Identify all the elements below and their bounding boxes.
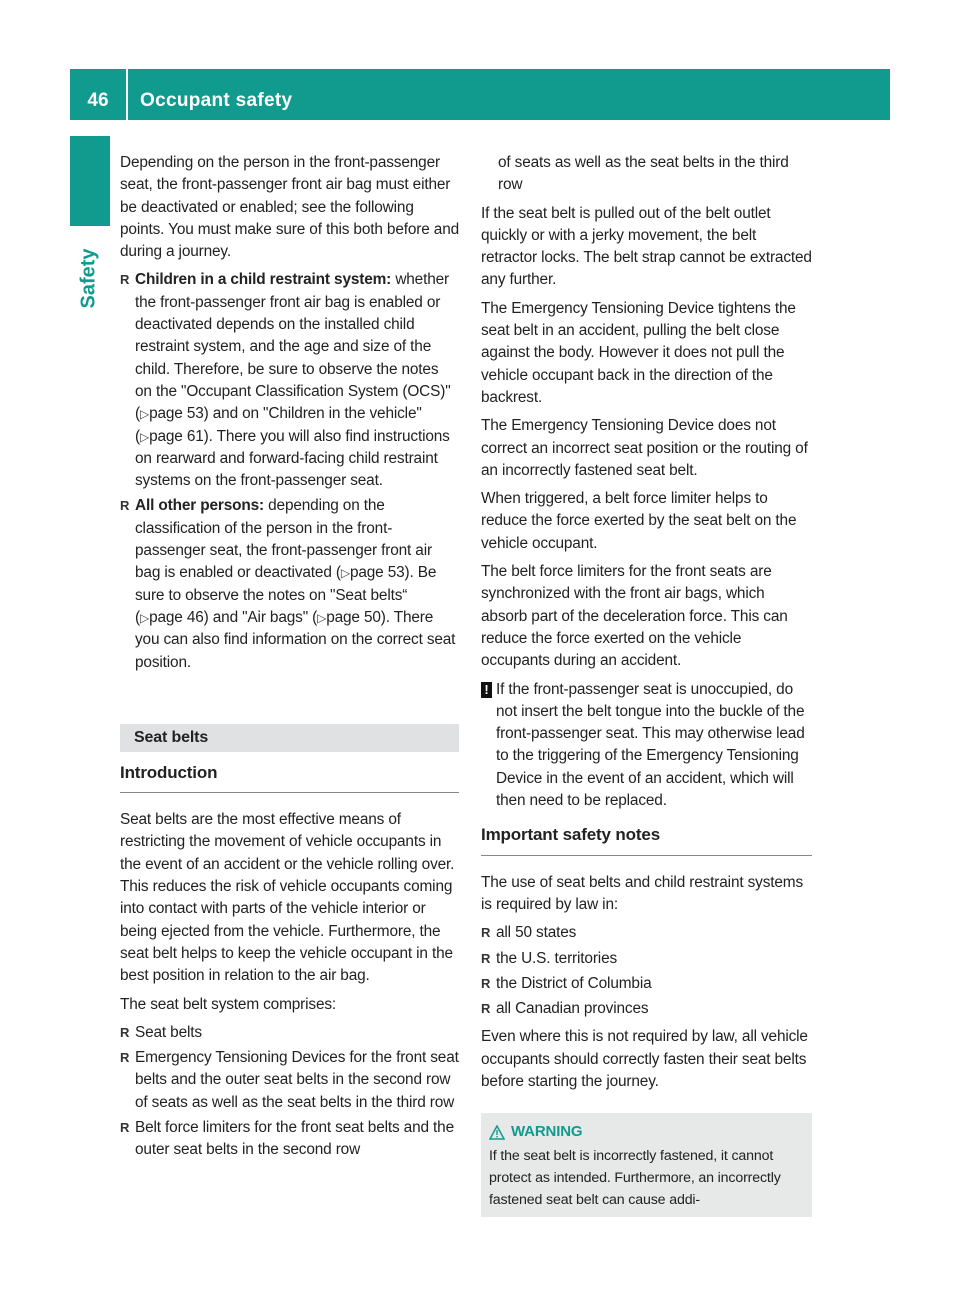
law-list [481,922,812,1020]
list-item [120,495,459,673]
list-item: R the District of Columbia [481,973,812,995]
warning-header [489,1121,804,1143]
warning-text: If the seat belt is incorrectly fastened, it cannot protect as intended. Furthermore, an incorrectly fastened seat belt can cause addi- [489,1148,781,1209]
list-item: R Emergency Tensioning Devices for the front seat belts and the outer seat belts in the second row of seats as well as the seat belts in the third row [120,1047,459,1114]
passenger-list [120,269,459,673]
reference-arrow-icon: ▷ [317,610,327,625]
warning-title: WARNING [511,1123,583,1141]
system-intro: The seat belt system comprises: [120,995,337,1013]
warning-triangle-icon [489,1125,505,1140]
reference-arrow-icon: ▷ [139,610,150,625]
subheading-introduction: Introduction [120,762,459,793]
list-item: R the U.S. territories [481,948,812,970]
side-tab-label: Safety [77,247,100,309]
bullet-heading: All other persons: [135,497,264,515]
page-reference[interactable]: page 53). Be sure to observe the notes on "Seat belts“ ( [135,564,437,626]
list-item [120,269,459,492]
bullet-heading: Children in a child restraint system: [135,271,392,289]
bullet-text: depending on the classification of the person in the front-passenger seat, the front-passenger front air bag is enabled or deactivated ( [135,497,432,582]
paragraph: The belt force limiters for the front seats are synchronized with the front air bags, which absorb part of the deceleration force. This can reduce the force exerted on the vehicle occupants during an accident. [481,563,788,670]
list-item: R Belt force limiters for the front seat belts and the outer seat belts in the second row [120,1117,459,1162]
page-reference[interactable]: page 50). There you can also find information on the correct seat position. [135,608,456,671]
exclamation-icon: ! [481,682,492,698]
paragraph: The Emergency Tensioning Device does not correct an incorrect seat position or the routing of an incorrectly fastened seat belt. [481,417,808,479]
side-tab-block [70,136,110,226]
subheading-safety-notes: Important safety notes [481,824,812,855]
paragraph: If the seat belt is pulled out of the belt outlet quickly or with a jerky movement, the belt retractor locks. The belt strap cannot be extracted any further. [481,204,812,289]
list-item: R all Canadian provinces [481,998,812,1020]
note-text: If the front-passenger seat is unoccupied, do not insert the belt tongue into the buckle of the front-passenger seat. This may otherwise lead to the triggering of the Emergency Tensioning Device in the event of an accident, which will then need to be replaced. [496,680,805,810]
paragraph: The Emergency Tensioning Device tightens the seat belt in an accident, pulling the belt close against the body. However it does not pull the vehicle occupant back in the direction of the backrest. [481,299,796,406]
header-divider [126,69,128,120]
page-reference[interactable]: page 61). There you will also find instructions on rearward and forward-facing child restraint systems on the front-passenger seat. [135,427,450,490]
page-reference[interactable]: page 46) and "Air bags" ( [149,608,318,626]
note [481,679,812,813]
page-title: Occupant safety [140,90,293,111]
list-item: R all 50 states [481,922,812,944]
law-intro: The use of seat belts and child restraint systems is required by law in: [481,873,803,913]
side-tab [68,236,110,320]
paragraph: When triggered, a belt force limiter helps to reduce the force exerted by the seat belt on the vehicle occupant. [481,490,797,552]
intro-paragraph: Depending on the person in the front-passenger seat, the front-passenger front air bag must either be deactivated or enabled; see the following points. You must make sure of this both before and during a journey. [120,154,460,261]
list-item: R Seat belts [120,1022,459,1044]
warning-box [481,1113,812,1217]
law-outro: Even where this is not required by law, all vehicle occupants should correctly fasten their seat belts before starting the journey. [481,1028,808,1090]
system-list [120,1022,459,1162]
right-column [481,152,812,1217]
reference-arrow-icon: ▷ [139,429,150,444]
bullet-text: whether the front-passenger front air bag is enabled or deactivated depends on the installed child restraint system, and the age and size of the child. Therefore, be sure to observe the notes on the "Occupant Classification System (OCS)" ( [135,271,451,423]
continued-text: of seats as well as the seat belts in the third row [498,154,789,194]
page-number: 46 [87,90,109,111]
left-column [120,152,459,1168]
reference-arrow-icon: ▷ [340,566,350,581]
intro-text: Seat belts are the most effective means of restricting the movement of vehicle occupants in the event of an accident or the vehicle rolling over. This reduces the risk of vehicle occupants coming into contact with parts of the vehicle interior or being ejected from the vehicle. Furthermore, the seat belt helps to keep the vehicle occupant in the best position in relation to the air bag. [120,811,455,985]
page-reference[interactable]: page 53) and on "Children in the vehicle" ( [135,405,422,445]
reference-arrow-icon: ▷ [139,407,150,422]
section-title: Seat belts [120,724,459,752]
